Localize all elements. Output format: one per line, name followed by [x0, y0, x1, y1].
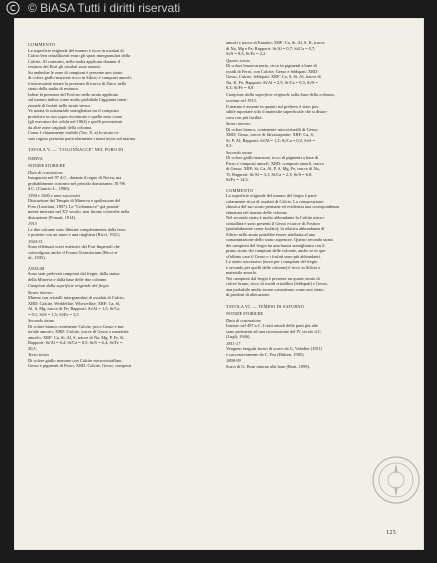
section-heading: TAVOLA VI. — TEMPIO DI SATURNO [226, 303, 305, 309]
text-line: 0,5. [226, 143, 233, 148]
text-line: della Minerva e dalla base delle due colonne. [28, 276, 108, 282]
section-heading: NERVA [28, 155, 43, 161]
text-line: di colore giallo-marrone ricco in Silicio e composti amorfi: [28, 75, 132, 80]
text-line: Di colore bruno-arancio, ricco in pigmenti a base di [226, 63, 317, 68]
text-line: Si/S = 8,3; Si/Fe = 2,2. [226, 51, 267, 56]
text-line: contaminazione dello strato superiore. Questo secondo strato [226, 237, 333, 242]
text-line: La superficie originale del marmo è ricca in ossalati di [28, 47, 124, 53]
text-line: teriale amorfo; XRD: Calcite, tracce di Gesso e materiale [28, 329, 129, 334]
text-line: è interessante notare la presenza di tracce di Zinco nello [28, 80, 127, 86]
right-column [226, 40, 397, 369]
copyright-icon [6, 1, 20, 15]
text-line: zionale di fosfati nello strato stesso. [28, 102, 91, 108]
section-heading: ANALISI [28, 265, 45, 271]
text-line: sato rugoso presenta particolarmente i nomi incisi sul marmo. [28, 135, 137, 141]
text-line: Nei campioni dal fregio è presente un quarto strato di [226, 275, 320, 281]
text-line: 0,3; Si/Fe = 8,0. [226, 85, 255, 90]
text-line: Quarto strato [226, 57, 251, 63]
section-heading: NOTIZIE STORICHE [226, 311, 264, 316]
text-line: Si, P, Al; Rapporti: Si/Al = 1,2; Si/Ca = 0,2; Si/S = [226, 137, 316, 143]
text-line: Distruzione del Tempio di Minerva e spoliazione del [28, 198, 121, 203]
text-line: sul marmo indica come molto probabile l'aggiunta inten- [28, 97, 128, 102]
text-line: Iniziato nel 497 a.C. I resti attuali delle parti più alte [226, 323, 318, 328]
text-line: Il marmo è assente in quanto sul prelievo è stato pos- [226, 103, 320, 109]
text-line: primo strato dei campioni delle colonne, anche se in que- [226, 248, 327, 253]
text-line: Strato interno [28, 289, 53, 295]
text-line: Gesso, Calcite, feldspati; XRF: Ca, S, Si, Al, tracce di [226, 74, 321, 79]
text-line: dei campioni del fregio ha una buona somiglianza con il [226, 242, 325, 248]
text-line: Data di costruzione [226, 317, 261, 323]
text-line: distruzione (Fossati, 1914). [28, 214, 77, 220]
text-line: 1898-99 [226, 358, 241, 363]
text-line: amorfo; XRF: Ca, Si, Al, S, tracce di Na, Mg, P, Fe, K; [28, 334, 125, 340]
text-line: Sono stati prelevati campioni dal fregio, dalla statua [28, 271, 120, 276]
text-line: Le due colonne sono liberate completamente dalla terra [28, 226, 126, 232]
text-line: Terzo strato [28, 352, 49, 357]
text-line: La superficie originale del marmo del fregio è parti- [226, 193, 318, 198]
text-line: Na, K, Fe; Rapporti: Si/Al = 2,5; Si/Ca = 0,3; Si/S = [226, 79, 318, 85]
text-line: colore bruno, ricco di ossidi cristallini (feldspati) e Gesso, [226, 281, 328, 286]
text-line: e protette con un muro e una ringhiera (Ricci, 1921). [28, 232, 121, 237]
text-line: Sono effettuati scavi estensivi dei Fori Imperiali che [28, 244, 120, 249]
text-line: colarmente ricca di ossalati di Calcio. La composizione [226, 198, 324, 204]
text-line: chimica del suo strato permane ed evidenzia una corrispondenza [226, 204, 340, 209]
text-line: Si/Fe = 14,3. [226, 177, 249, 182]
text-line: protettivo in uso sopra riscontrato e quello noto come [28, 113, 122, 119]
text-line: 1913 [28, 221, 37, 226]
text-line: d.C. (Ciancio L., 1980). [28, 186, 70, 191]
text-line: Di colore giallo-marrone, ricco di pigmenti a base di [226, 155, 319, 160]
text-line: restauro dei Bori gli ossalati sono assenti. [28, 64, 102, 69]
left-column [28, 40, 199, 369]
text-line: Va notata la sostanziale somiglianza tra il composto [28, 108, 119, 113]
text-line: Ti; Rapporti: Si/Al = 3,1; Si/Ca = 2,3; Si/S = 6,8; [226, 171, 313, 177]
text-line: Campione dalla superficie originale sulla base della colonna, [226, 91, 335, 97]
text-line: coinvolgono anche il Forum Transitorium (Ricci et [28, 249, 118, 255]
text-line: sono pertinenti ad una ricostruzione del IV secolo d.C. [226, 328, 322, 334]
text-line: XRD: Calcite, Weddellite, Whewellite; XRF: Ca, Si, [28, 300, 121, 306]
text-line: st'ultimo caso il Gesso e i fosfati sono più abbondanti. [226, 253, 321, 259]
text-line: e successivamente da C. Fea (Hülsen, 1905). [226, 351, 305, 357]
page-number: 125 [386, 529, 396, 536]
text-line: cava con più facilità. [226, 114, 263, 120]
text-line: ritmatura nel marmo delle colonne. [226, 209, 288, 215]
text-line: Silicio nello strato potrebbe essere attribuita al una [226, 231, 316, 237]
text-line [28, 261, 199, 264]
text-line: di prodotti di alterazione. [226, 292, 271, 297]
text-line: e secondo per quelli delle colonne) è ricco in Silicio e [226, 264, 321, 270]
text-line: ossidi di Ferro, con Calcite, Gesso e feldspati; XRD: [226, 68, 319, 74]
section-heading: COMMENTO [28, 42, 56, 47]
text-line: Come è chiaramente visibile (Tav. X, a) lo strato ro- [28, 130, 120, 135]
text-line: Secondo strato [226, 149, 253, 155]
text-line: probabilmente costruito nel periodo domizianeo, 81-96 [28, 180, 125, 186]
text-line: di Na, Mg e Fe; Rapporti: Si/Al = 0,7; Si/Ca = 0,7; [226, 45, 316, 51]
text-line: Data di costruzione [28, 169, 63, 175]
text-line: Infine la presenza del Fosforo nello strato applicato [28, 91, 119, 97]
section-heading: TAVOLA V. — "COLONNACCE" NEL FORO DI [28, 147, 124, 152]
text-line: amorfi e tracce di Ematite; XRF: Ca, Si, Al, S, K, tracce [226, 40, 325, 45]
text-line: Vengono eseguiti lavori di scavo da G. Valadier (1811) [226, 346, 323, 351]
text-line: Inaugurato nel 97 d.C., durante il regno di Nerva, ma [28, 175, 122, 180]
watermark [0, 0, 288, 16]
text-line: 1811-17 [226, 340, 241, 346]
text-line: Di colore bianco contenente Calcite, poco Gesso e ma- [28, 323, 125, 329]
text-line: 1594 e 1606 e anni successivi [28, 192, 81, 198]
text-line: Di colore bianco, contenente microcristalli di Gesso; [226, 126, 319, 132]
text-line: sibile asportare solo il materiale superficiale che si distac- [226, 109, 328, 114]
section-heading: COMMENTO [226, 187, 254, 193]
text-line: mente interrate nel XV secolo, non furono coinvolte nella [28, 209, 130, 214]
text-line: Al, S, Mg, tracce di Fe; Rapporti: Si/Al = 1,5; Si/Ca [28, 306, 120, 311]
text-line: (probabilmente come fosfato); la relativa abbondanza di [226, 226, 325, 231]
text-line: da altre zone originali della colonna. [28, 124, 93, 130]
text-line: Strato interno [226, 121, 251, 126]
text-line: strato della malta di restauro. [28, 86, 80, 91]
text-line: Calcio ben cristallizzati entro gli spazi intergranulari della [28, 53, 130, 58]
text-line: Marmo con cristalli intergranulari di ossalati di Calcio; [28, 295, 125, 300]
text-line: Su ambedue le zone di campioni è presente uno strato [28, 69, 123, 75]
text-line: 20,5. [28, 345, 37, 351]
text-line: Scavi di G. Boni intorno alla base (Boni, 1899). [226, 363, 311, 369]
text-line: al., 1935). [28, 255, 46, 260]
text-line: di Gesso; XRF: Si, Ca, Al, P, S, Mg, Fe, tracce di Na, [226, 166, 320, 171]
text-line: Foro (Lanciani, 1897). Le "Colonnacce" già parzial- [28, 203, 120, 209]
watermark-text: © BiASA Tutti i diritti riservati [28, 1, 181, 15]
text-line [226, 298, 397, 301]
text-line: una probabile anche essere considerato come uno strato [226, 286, 324, 292]
text-line [28, 141, 199, 144]
text-line: cristallina e sono presenti il Gesso e tracce di Fosforo [226, 220, 321, 226]
text-line: 1924-31 [28, 238, 43, 244]
text-line: Nel secondo strato è molto abbondante la Calcite micro- [226, 215, 326, 220]
text-line: materiale amorfo. [226, 270, 258, 275]
text-line: Ferro e composti amorfi; XRD: composti amorfi, tracce [226, 160, 325, 166]
scanned-page [14, 18, 424, 550]
text-line: XRD: Gesso, tracce di Idrossiapatite; XRF: Ca, S, [226, 132, 315, 137]
text-line: scavata nel 1913. [226, 98, 257, 103]
text-line: Gesso e pigmenti di Ferro; XRD: Calcite, Gesso, composti [28, 363, 132, 368]
text-line: (gli esecutori dei calchi nel 1862) e quelli provenienti [28, 119, 123, 124]
text-line: Campioni dalla superficie originale del fregio [28, 283, 109, 288]
text-line: Lo strato successivo (terzo per i campioni del fregio [226, 259, 318, 264]
section-heading: NOTIZIE STORICHE [28, 163, 66, 168]
library-seal-icon [370, 454, 422, 506]
text-line [226, 183, 397, 186]
text-line: = 0,1; Si/S = 1,5; Si/Fe = 3,5 [28, 311, 79, 317]
text-line: (Lugli, 1946). [226, 334, 251, 339]
text-line: Calcite. Al contrario, nella malta applicata durante il [28, 58, 121, 64]
text-line: Secondo strato [28, 318, 55, 323]
text-line: Di colore giallo marrone con Calcite microcristallino, [28, 357, 123, 363]
text-line: Rapporti: Si/Al = 6,4; Si/Ca = 0,5; Si/S = 6,4; Si/Fe = [28, 340, 123, 345]
